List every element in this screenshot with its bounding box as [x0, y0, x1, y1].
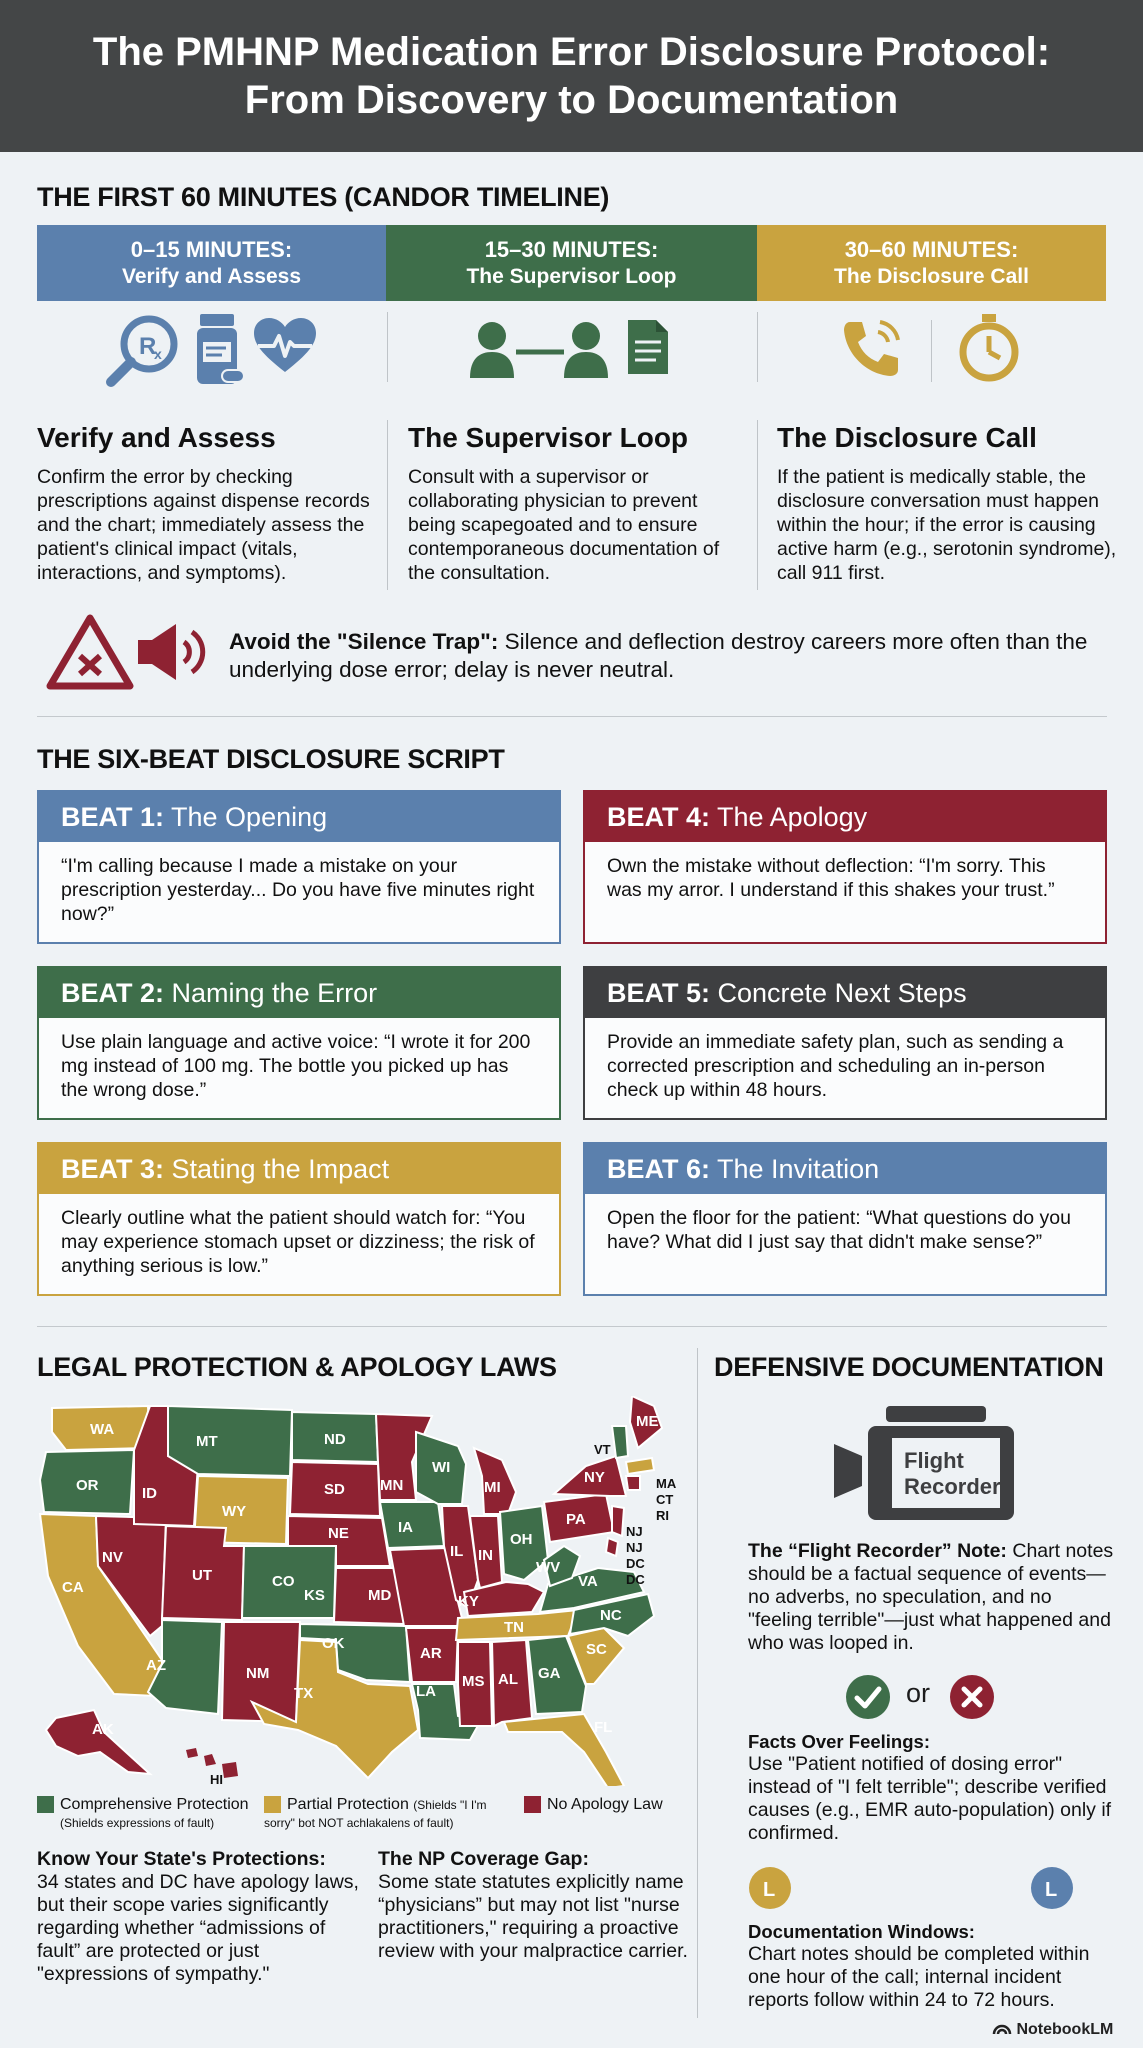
flight-recorder-icon: [822, 1404, 1018, 1522]
state-label: VA: [578, 1573, 598, 1590]
timeline-band-2: [386, 225, 757, 301]
state-label: AK: [92, 1721, 114, 1738]
state-label: ID: [142, 1485, 157, 1502]
state-vt: [612, 1426, 628, 1458]
state-label: NV: [102, 1549, 123, 1566]
state-label: DC: [626, 1572, 645, 1587]
state-label: MS: [462, 1673, 485, 1690]
badge-icon-gold: [748, 1866, 792, 1910]
state-label: UT: [192, 1567, 212, 1584]
beat-name: The Opening: [164, 802, 328, 832]
stopwatch-icon: [958, 314, 1020, 382]
recorder-label-line-2: Recorder: [904, 1474, 1001, 1499]
column-heading-disclosure: The Disclosure Call: [777, 422, 1037, 453]
beat-card-6: [583, 1142, 1107, 1296]
badge-letter: L: [763, 1879, 776, 1901]
legend-swatch: [524, 1796, 541, 1813]
svg-text:R: R: [139, 333, 157, 360]
state-label: LA: [416, 1683, 436, 1700]
beat-header: [39, 792, 559, 842]
legend-none: [524, 1796, 684, 1814]
warning-triangle-icon: [44, 612, 136, 692]
column-divider: [387, 420, 388, 590]
pill-bottle-icon: [194, 312, 246, 388]
state-label: NY: [584, 1469, 605, 1486]
beat-name: Concrete Next Steps: [710, 978, 967, 1008]
state-label: CT: [656, 1492, 674, 1507]
documentation-title: DEFENSIVE DOCUMENTATION: [714, 1352, 1104, 1382]
state-label: HI: [210, 1772, 223, 1786]
facts-over-feelings-block: [748, 1730, 1118, 1845]
band-sub: The Disclosure Call: [834, 265, 1029, 288]
beat-card-1: [37, 790, 561, 944]
notebooklm-logo-icon: [992, 2021, 1012, 2035]
state-label: AL: [498, 1671, 518, 1688]
timeline-title: THE FIRST 60 MINUTES (CANDOR TIMELINE): [37, 182, 610, 212]
band-time: 0–15 MINUTES:: [130, 237, 293, 262]
beat-text: Open the floor for the patient: “What questions do you have? What did I just say that didn't make sense?”: [607, 1207, 1071, 1253]
page-header: [0, 0, 1143, 152]
band-sub: The Supervisor Loop: [466, 265, 677, 288]
state-label: MN: [380, 1477, 404, 1494]
state-label: SD: [324, 1481, 345, 1498]
state-label: FL: [594, 1719, 613, 1736]
state-label: MD: [368, 1587, 392, 1604]
us-apology-law-map: [38, 1396, 678, 1786]
timeline-band-3: [757, 225, 1106, 301]
heart-pulse-icon: [252, 316, 318, 376]
magnifier-rx-icon: [105, 312, 185, 388]
band-time: 30–60 MINUTES:: [844, 237, 1019, 262]
beat-name: The Invitation: [710, 1154, 880, 1184]
block-text: Chart notes should be a factual sequence of events—no adverbs, no speculation, and no "feeling terrible"—just what happened and who was looped in.: [748, 1540, 1114, 1654]
state-label: KS: [304, 1587, 325, 1604]
state-ak: [46, 1710, 150, 1774]
state-label: AR: [420, 1645, 442, 1662]
beat-name: The Apology: [710, 802, 868, 832]
state-label: CO: [272, 1573, 295, 1590]
beat-label: BEAT 6:: [607, 1154, 711, 1184]
badge-letter: L: [1045, 1879, 1058, 1901]
beat-text: Clearly outline what the patient should watch for: “You may experience stomach upset or dizziness; the risk of anything serious is low.”: [61, 1207, 535, 1277]
state-label: WA: [90, 1421, 115, 1438]
state-label: OR: [76, 1477, 99, 1494]
state-label: ND: [324, 1431, 346, 1448]
state-label: IA: [398, 1519, 413, 1536]
column-heading-supervisor: The Supervisor Loop: [408, 422, 689, 453]
documentation-windows-block: [748, 1920, 1123, 2012]
column-heading-verify: Verify and Assess: [37, 422, 276, 453]
state-label: CA: [62, 1579, 84, 1596]
beat-card-5: [583, 966, 1107, 1120]
document-icon: [626, 318, 670, 376]
silence-trap-warning: [229, 628, 1109, 684]
legal-title: LEGAL PROTECTION & APOLOGY LAWS: [37, 1352, 557, 1382]
legend-partial: [264, 1796, 514, 1832]
state-label: WY: [222, 1503, 247, 1520]
warning-bold: Avoid the "Silence Trap":: [229, 629, 499, 654]
legend-note: (Shields "I I'm sorry" bot NOT achlakalens of fault): [264, 1798, 487, 1830]
state-label: MT: [196, 1433, 218, 1450]
state-label: DC: [626, 1556, 645, 1571]
section-divider-vertical: [697, 1348, 698, 2018]
legend-swatch: [264, 1796, 281, 1813]
state-label: WV: [536, 1559, 561, 1576]
state-label: IN: [478, 1547, 493, 1564]
state-de: [606, 1538, 618, 1556]
state-label: OK: [322, 1635, 345, 1652]
state-label: RI: [656, 1508, 669, 1523]
block-text: 34 states and DC have apology laws, but their scope varies significantly regarding whether “admissions of fault” are protected or just "expressions of sympathy.": [37, 1871, 359, 1985]
block-text: Use "Patient notified of dosing error" instead of "I felt terrible"; describe verified causes (e.g., EMR auto-population) only if confirmed.: [748, 1753, 1112, 1844]
page-title-line-1: The PMHNP Medication Error Disclosure Protocol:: [92, 30, 1051, 74]
block-heading: The NP Coverage Gap:: [378, 1848, 589, 1870]
state-label: WI: [432, 1459, 451, 1476]
legend-comprehensive: [37, 1796, 267, 1832]
state-label: NE: [328, 1525, 349, 1542]
legend-label: Partial Protection: [287, 1796, 409, 1813]
beat-label: BEAT 1:: [61, 802, 165, 832]
beat-header: [39, 1144, 559, 1194]
state-label: NJ: [626, 1540, 643, 1555]
state-label: SC: [586, 1641, 607, 1658]
flight-recorder-note: [748, 1540, 1118, 1655]
warning-text: Silence and deflection destroy careers more often than the underlying dose error; delay is never neutral.: [229, 629, 1088, 682]
beat-name: Naming the Error: [164, 978, 378, 1008]
column-text-disclosure: If the patient is medically stable, the disclosure conversation must happen within the hour; if the error is causing active harm (e.g., serotonin syndrome), call 911 first.: [777, 466, 1117, 584]
state-label: VT: [594, 1442, 611, 1457]
state-mt: [168, 1406, 292, 1476]
beat-card-3: [37, 1142, 561, 1296]
recorder-label-line-1: Flight: [904, 1448, 964, 1473]
np-coverage-block: [378, 1848, 698, 1963]
state-label: AZ: [146, 1657, 166, 1674]
legend-swatch: [37, 1796, 54, 1813]
column-text-supervisor: Consult with a supervisor or collaborating physician to prevent being scapegoated and to ensure contemporaneous documentation of the consultation.: [408, 466, 720, 584]
beat-header: [585, 792, 1105, 842]
phone-call-icon: [842, 318, 902, 378]
state-ma: [626, 1458, 654, 1474]
state-label: NC: [600, 1607, 622, 1624]
state-protections-block: [37, 1848, 367, 1986]
column-text-verify: Confirm the error by checking prescriptions against dispense records and the chart; immediately assess the patient's clinical impact (vitals, interactions, and symptoms).: [37, 466, 370, 584]
state-label: ME: [636, 1413, 659, 1430]
beat-name: Stating the Impact: [164, 1154, 390, 1184]
legend-label: No Apology Law: [547, 1796, 663, 1813]
megaphone-icon: [136, 620, 208, 684]
block-text: Some state statutes explicitly name “physicians” but may not list "nurse practitioners," requiring a proactive review with your malpractice carrier.: [378, 1871, 688, 1962]
timeline-band-1: [37, 225, 386, 301]
state-label: TX: [294, 1685, 314, 1702]
icon-divider: [931, 320, 932, 382]
svg-text:x: x: [154, 346, 162, 362]
state-label: OH: [510, 1531, 533, 1548]
beat-card-2: [37, 966, 561, 1120]
section-divider: [37, 716, 1107, 717]
beat-header: [585, 968, 1105, 1018]
x-circle-icon: [949, 1674, 995, 1720]
state-label: IL: [450, 1543, 464, 1560]
page-title-line-2: From Discovery to Documentation: [244, 78, 899, 122]
icon-divider: [387, 312, 388, 382]
band-sub: Verify and Assess: [122, 265, 301, 288]
block-heading: Know Your State's Protections:: [37, 1848, 326, 1870]
band-time: 15–30 MINUTES:: [484, 237, 659, 262]
brand-text: NotebookLM: [1016, 2021, 1114, 2038]
block-heading: Facts Over Feelings:: [748, 1731, 930, 1752]
state-label: MA: [656, 1476, 677, 1491]
notebooklm-brand: [992, 2021, 1113, 2039]
section-divider: [37, 1326, 1107, 1327]
script-title: THE SIX-BEAT DISCLOSURE SCRIPT: [37, 744, 505, 774]
beat-text: Own the mistake without deflection: “I'm sorry. This was my arror. I understand if this shakes your trust.”: [607, 855, 1055, 901]
block-heading: Documentation Windows:: [748, 1921, 975, 1942]
block-text: Chart notes should be completed within one hour of the call; internal incident reports follow within 24 to 72 hours.: [748, 1943, 1090, 2011]
state-label: MI: [484, 1479, 501, 1496]
legend-note: (Shields expressions of fault): [60, 1816, 215, 1830]
state-label: NJ: [626, 1524, 643, 1539]
state-label: KY: [458, 1593, 479, 1610]
check-circle-icon: [845, 1674, 891, 1720]
column-divider: [757, 420, 758, 590]
beat-text: Provide an immediate safety plan, such as sending a corrected prescription and scheduling an in-person check up within 48 hours.: [607, 1031, 1064, 1101]
state-ct: [626, 1476, 640, 1490]
icon-divider: [757, 312, 758, 382]
badge-icon-blue: [1030, 1866, 1074, 1910]
block-heading: The “Flight Recorder” Note:: [748, 1540, 1007, 1562]
legend-label: Comprehensive Protection: [60, 1796, 249, 1813]
beat-text: Use plain language and active voice: “I wrote it for 200 mg instead of 100 mg. The bottle you picked up has the wrong dose.”: [61, 1031, 531, 1101]
state-label: TN: [504, 1619, 524, 1636]
beat-text: “I'm calling because I made a mistake on your prescription yesterday... Do you have five minutes right now?”: [61, 855, 535, 925]
beat-header: [585, 1144, 1105, 1194]
state-nj: [612, 1506, 624, 1536]
beat-header: [39, 968, 559, 1018]
beat-card-4: [583, 790, 1107, 944]
beat-label: BEAT 3:: [61, 1154, 165, 1184]
beat-label: BEAT 2:: [61, 978, 165, 1008]
state-label: PA: [566, 1511, 586, 1528]
state-label: GA: [538, 1665, 561, 1682]
beat-label: BEAT 4:: [607, 802, 711, 832]
state-label: NM: [246, 1665, 270, 1682]
beat-label: BEAT 5:: [607, 978, 711, 1008]
people-connected-icon: [470, 320, 610, 378]
or-text: or: [906, 1678, 931, 1708]
